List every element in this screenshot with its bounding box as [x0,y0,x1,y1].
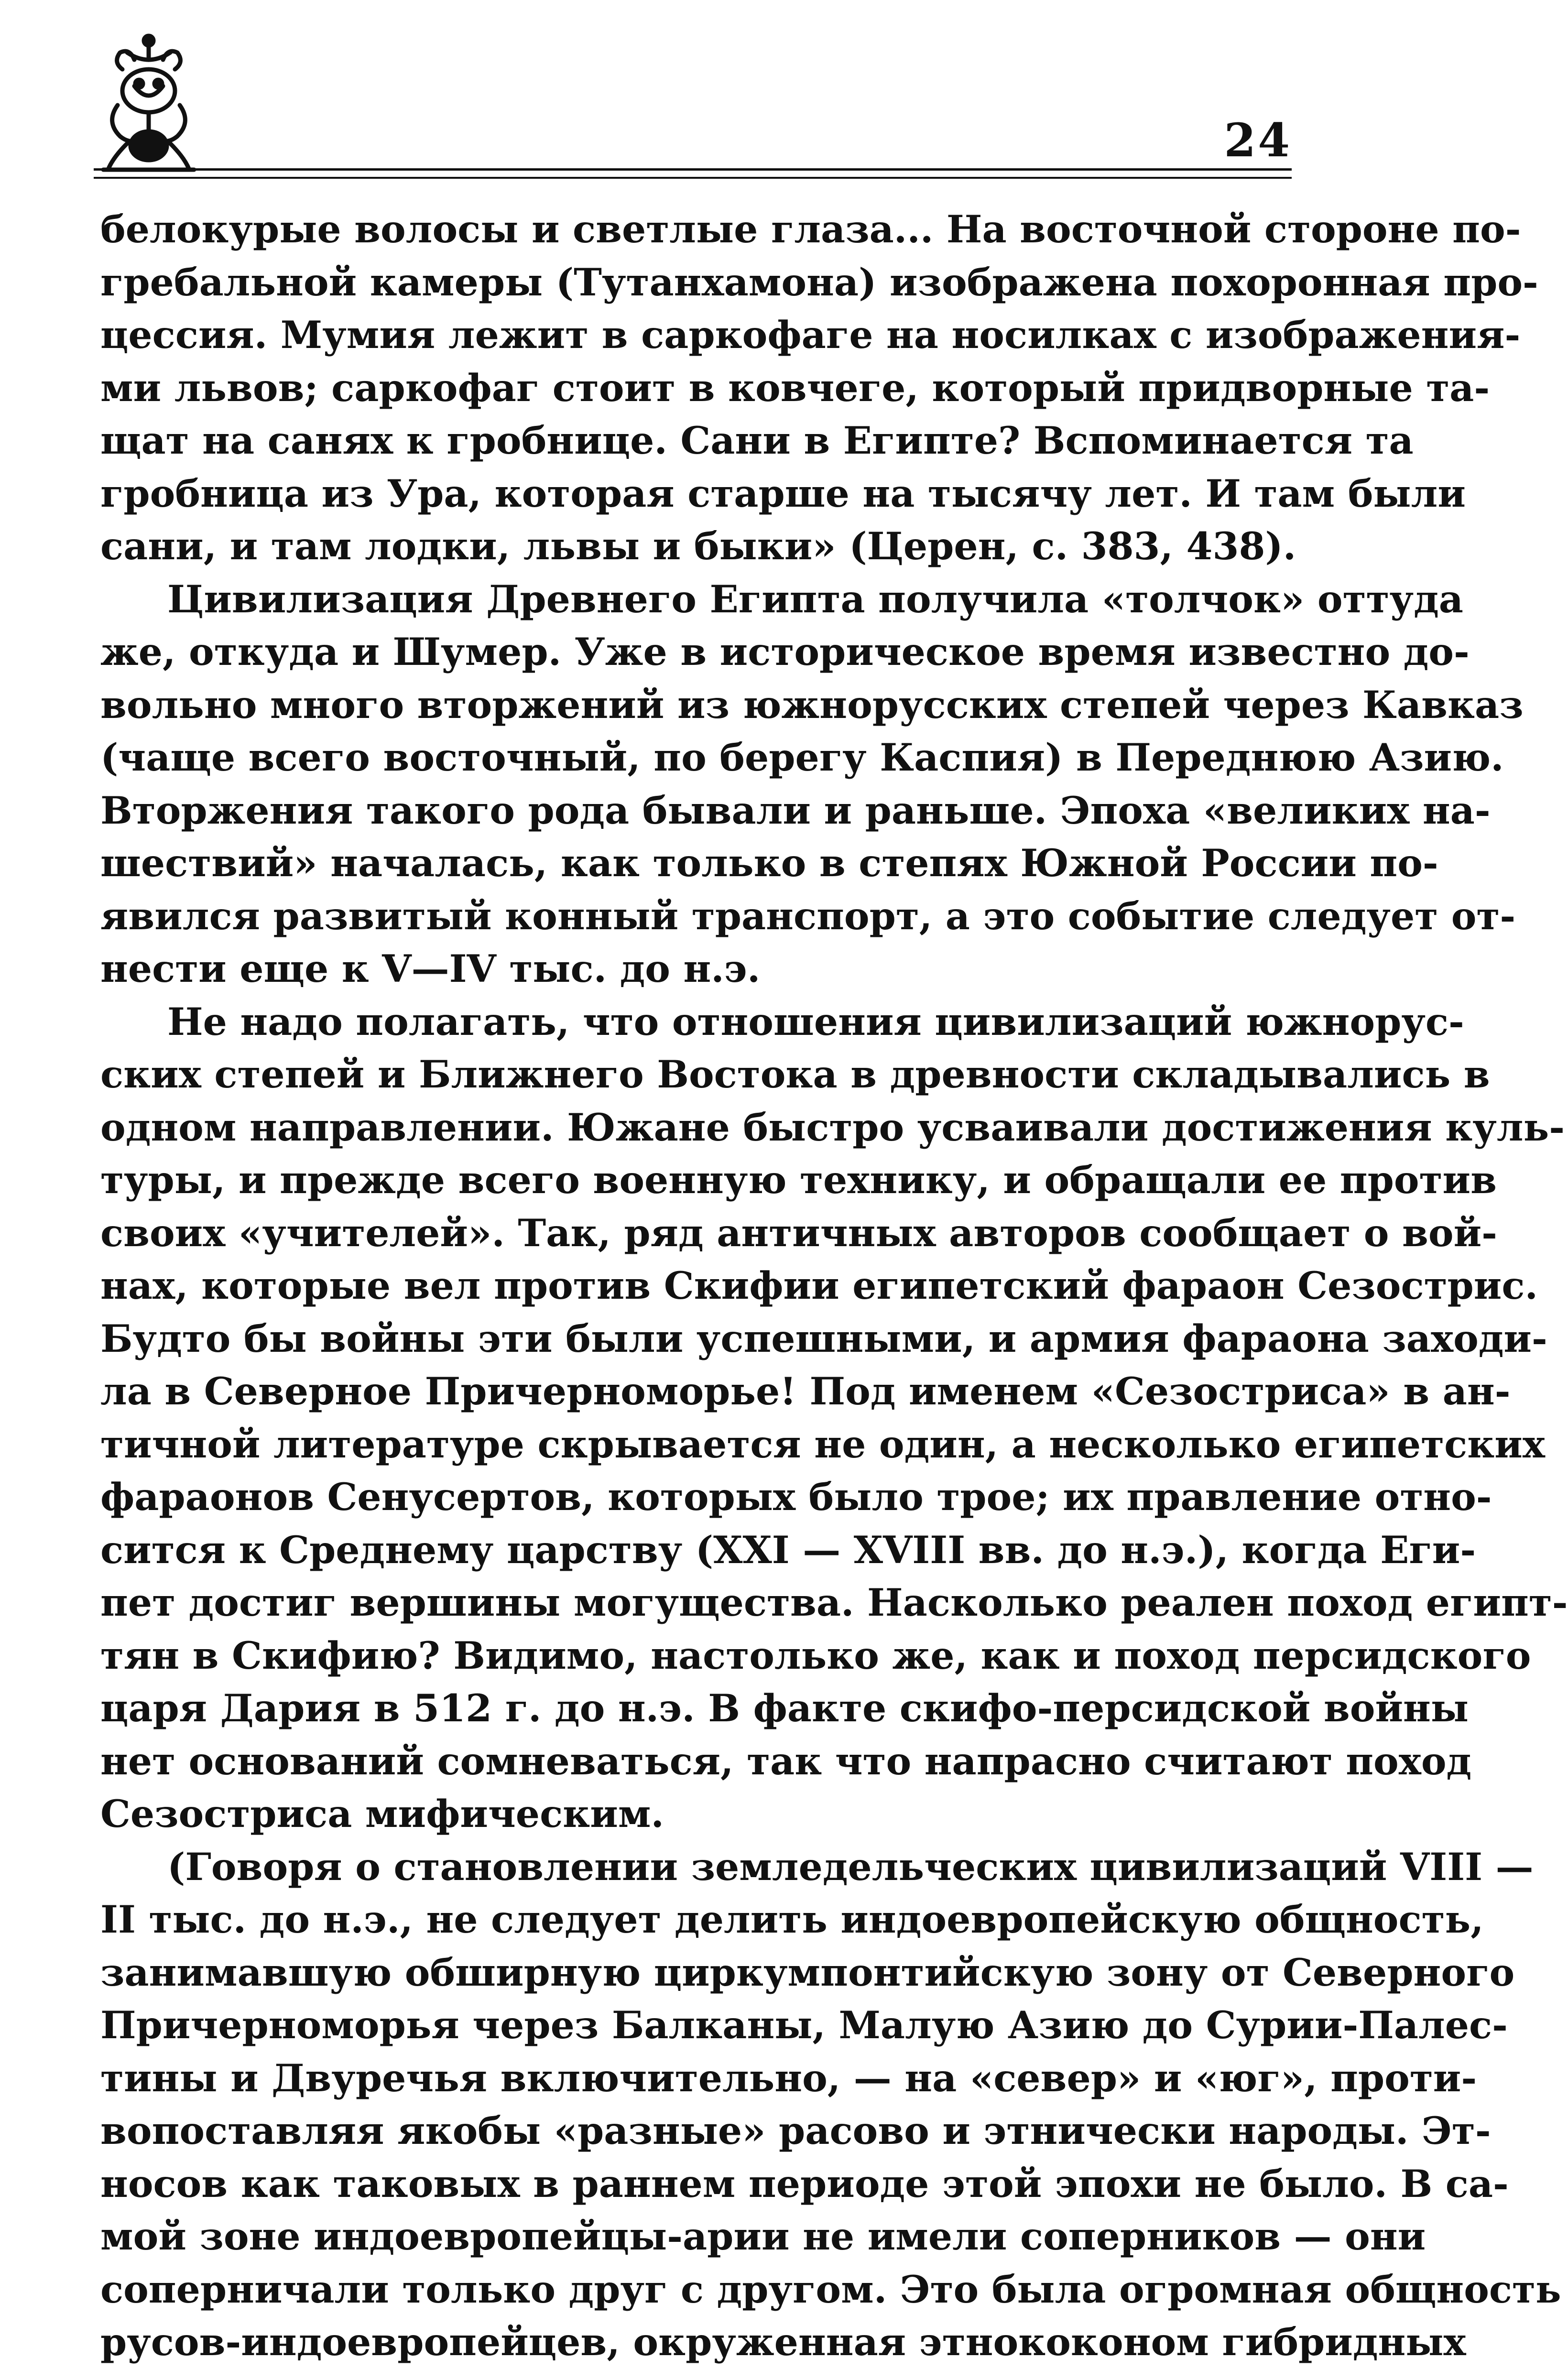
text-line: нет оснований сомневаться, так что напрасно считают поход [100,1739,1472,1783]
text-line: тины и Двуречья включительно, — на «север» и «юг», проти- [100,2055,1477,2100]
text-line: Причерноморья через Балканы, Малую Азию до Сурии-Палес- [100,2003,1508,2047]
text-line: нести еще к V—IV тыс. до н.э. [100,946,761,991]
ornament-emblem-icon [94,33,204,177]
text-line: явился развитый конный транспорт, а это событие следует от- [100,893,1516,938]
paragraph-1 [100,203,1538,573]
text-line: занимавшую обширную циркумпонтийскую зону от Северного [100,1950,1515,1995]
text-line: сани, и там лодки, львы и быки» (Церен, с. 383, 438). [100,524,1296,568]
body-text [100,203,1568,2369]
text-line: Не надо полагать, что отношения цивилизаций южнорус- [167,999,1464,1044]
text-line: одном направлении. Южане быстро усваивали достижения куль- [100,1105,1565,1150]
text-line: фараонов Сенусертов, которых было трое; их правление отно- [100,1475,1492,1519]
text-line: (чаще всего восточный, по берегу Каспия) в Переднюю Азию. [100,735,1504,780]
paragraph-4 [100,1841,1561,2369]
text-line: же, откуда и Шумер. Уже в историческое время известно до- [100,630,1470,674]
text-line: шествий» началась, как только в степях Южной России по- [100,841,1438,885]
text-line: Сезостриса мифическим. [100,1792,664,1836]
paragraph-2 [100,573,1524,996]
paragraph-3 [100,996,1568,1841]
text-line: туры, и прежде всего военную технику, и обращали ее против [100,1158,1497,1202]
text-line: щат на санях к гробнице. Сани в Египте? Вспоминается та [100,418,1414,463]
text-line: мой зоне индоевропейцы-арии не имели соперников — они [100,2214,1426,2259]
text-line: (Говоря о становлении земледельческих цивилизаций VIII — [167,1844,1534,1889]
text-line: тичной литературе скрывается не один, а несколько египетских [100,1422,1545,1467]
text-line: ских степей и Ближнего Востока в древности складывались в [100,1052,1490,1097]
text-line: цессия. Мумия лежит в саркофаге на носилках с изображения- [100,313,1521,357]
text-line: носов как таковых в раннем периоде этой эпохи не было. В са- [100,2161,1509,2206]
text-line: Вторжения такого рода бывали и раньше. Эпоха «великих на- [100,788,1491,833]
text-line: тян в Скифию? Видимо, настолько же, как и поход персидского [100,1633,1531,1678]
header-rule [94,168,1292,179]
text-line: Цивилизация Древнего Египта получила «толчок» оттуда [167,576,1463,621]
text-line: соперничали только друг с другом. Это была огромная общность [100,2267,1561,2312]
text-line: нах, которые вел против Скифии египетский фараон Сезострис. [100,1263,1538,1308]
text-line: вольно много вторжений из южнорусских степей через Кавказ [100,682,1524,727]
text-line: белокурые волосы и светлые глаза... На восточной стороне по- [100,207,1521,251]
text-line: ла в Северное Причерноморье! Под именем «Сезостриса» в ан- [100,1369,1511,1413]
text-line: сится к Среднему царству (XXI — XVIII вв. до н.э.), когда Еги- [100,1527,1476,1572]
text-line: царя Дария в 512 г. до н.э. В факте скифо-персидской войны [100,1686,1469,1730]
text-line: Будто бы войны эти были успешными, и армия фараона заходи- [100,1316,1547,1361]
text-line: гробница из Ура, которая старше на тысячу лет. И там были [100,471,1466,516]
page-number: 24 [1224,113,1292,167]
text-line: русов-индоевропейцев, окруженная этнококоном гибридных [100,2320,1466,2364]
text-line: пет достиг вершины могущества. Насколько реален поход египт- [100,1580,1568,1625]
text-line: II тыс. до н.э., не следует делить индоевропейскую общность, [100,1897,1484,1942]
text-line: своих «учителей». Так, ряд античных авторов сообщает о вой- [100,1210,1497,1255]
text-line: гребальной камеры (Тутанхамона) изображена похоронная про- [100,260,1538,304]
text-line: вопоставляя якобы «разные» расово и этнически народы. Эт- [100,2108,1491,2153]
text-line: ми львов; саркофаг стоит в ковчеге, который придворные та- [100,365,1490,410]
